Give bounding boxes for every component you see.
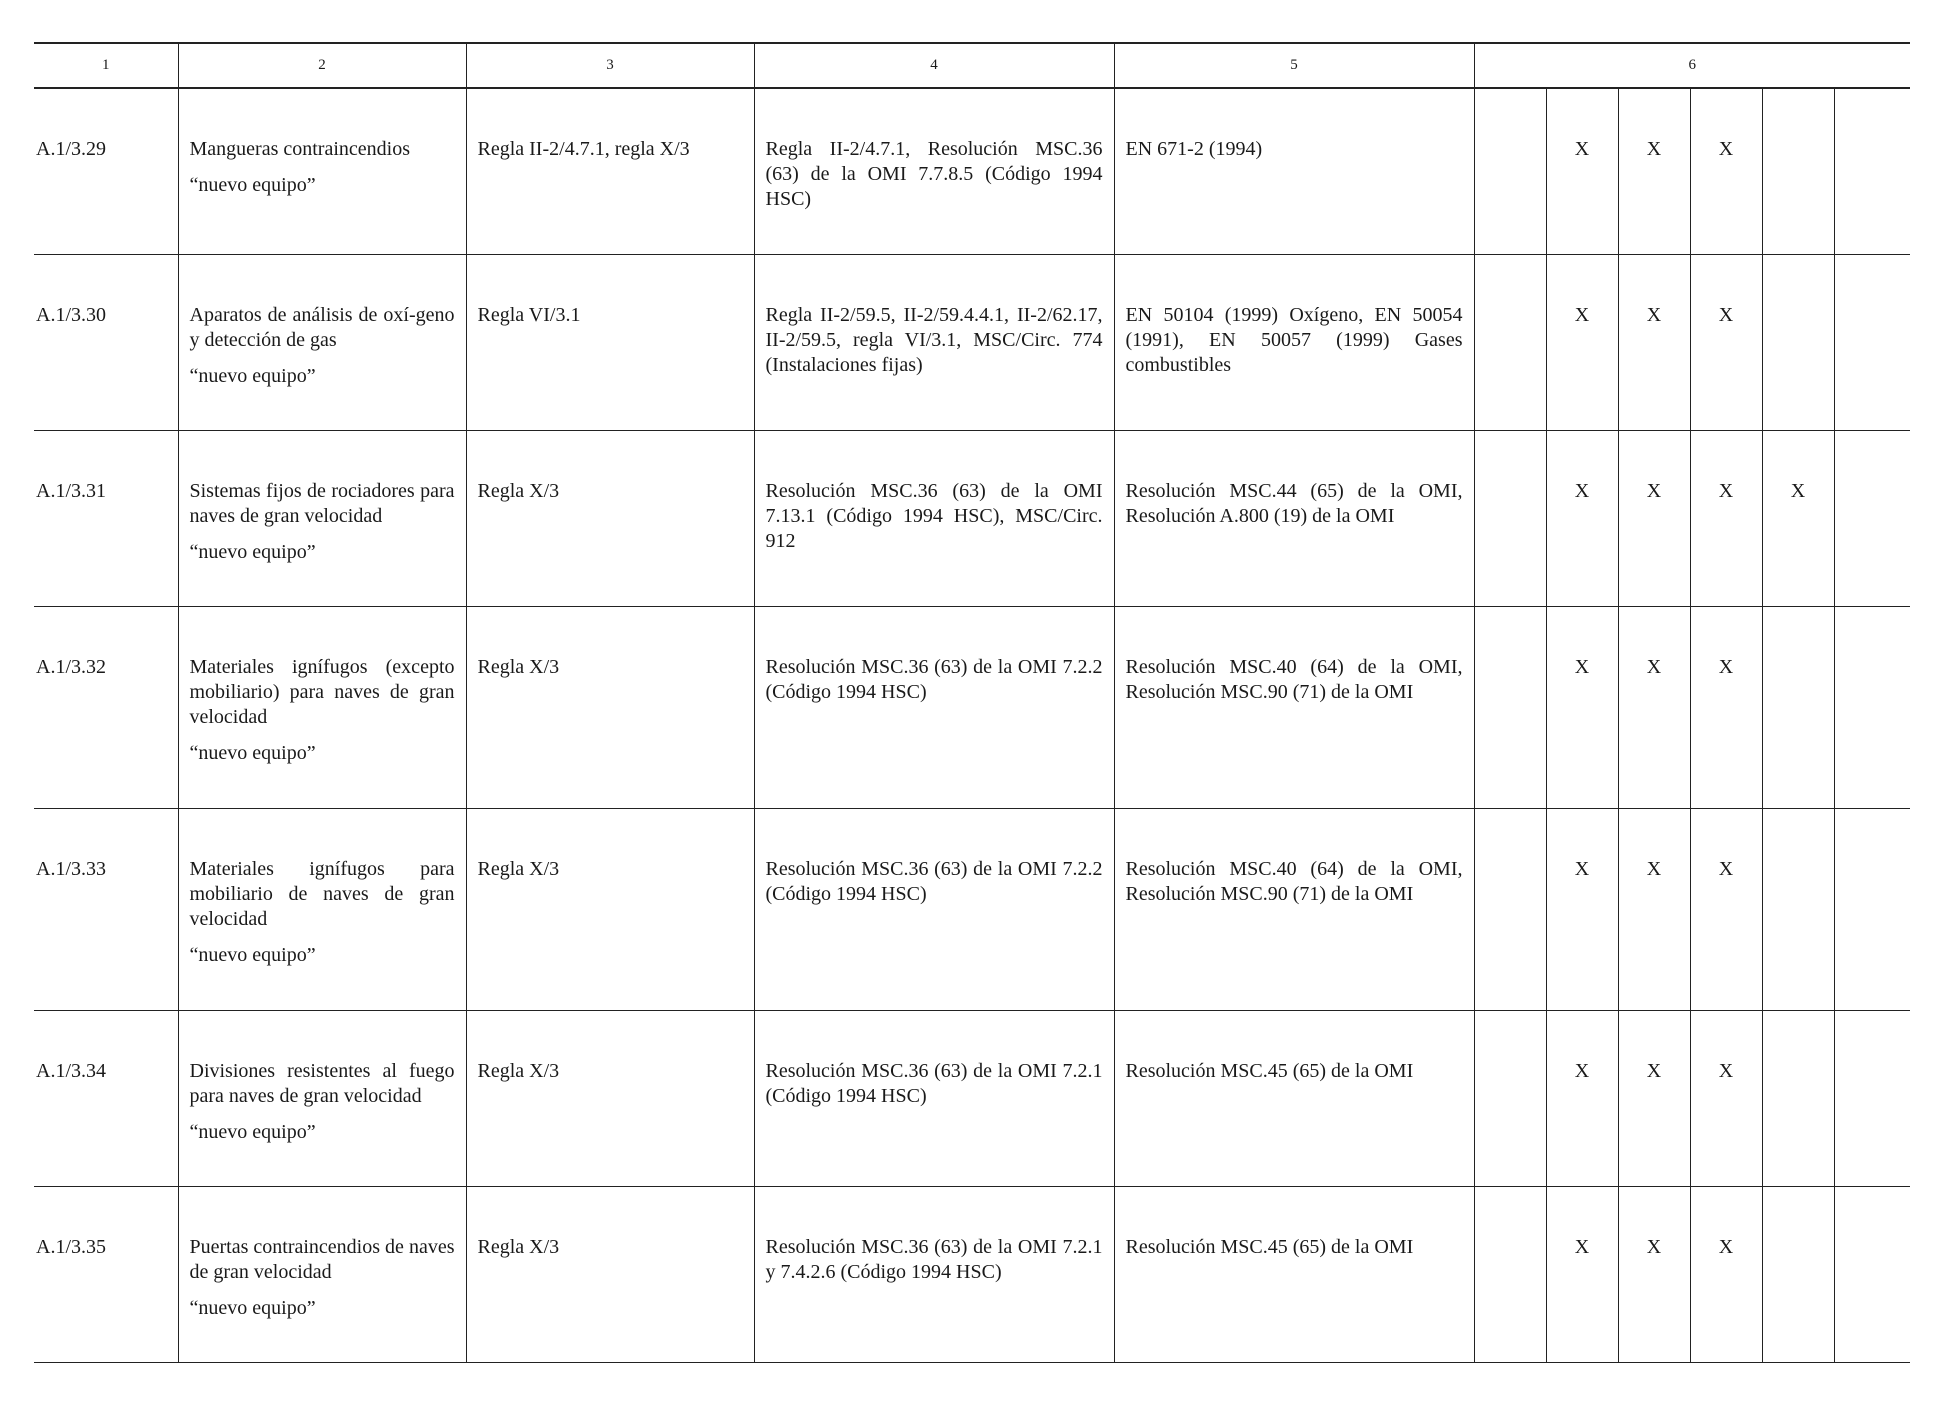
cell-regulation: Regla II-2/4.7.1, regla X/3 — [466, 88, 754, 254]
cell-code: A.1/3.34 — [34, 1010, 178, 1186]
cell-module-mark — [1762, 808, 1834, 1010]
cell-code: A.1/3.35 — [34, 1186, 178, 1362]
equipment-note: “nuevo equipo” — [189, 1120, 316, 1143]
column-header-6: 6 — [1474, 43, 1910, 88]
cell-module-mark — [1834, 254, 1910, 430]
equipment-name: Sistemas fijos de rociadores para naves de gran velocidad — [189, 479, 455, 527]
cell-module-mark — [1474, 254, 1546, 430]
equipment-note: “nuevo equipo” — [189, 364, 316, 387]
equipment-name: Mangueras contraincendios — [189, 138, 410, 160]
cell-requirements: Resolución MSC.36 (63) de la OMI 7.13.1 (Código 1994 HSC), MSC/Circ. 912 — [754, 430, 1114, 606]
equipment-name: Aparatos de análisis de oxí-geno y detección de gas — [189, 303, 455, 351]
table-row — [34, 808, 1910, 1010]
table-row — [34, 254, 1910, 430]
cell-standards: Resolución MSC.44 (65) de la OMI, Resolución A.800 (19) de la OMI — [1114, 430, 1474, 606]
cell-module-mark — [1474, 430, 1546, 606]
cell-requirements: Regla II-2/4.7.1, Resolución MSC.36 (63) de la OMI 7.7.8.5 (Código 1994 HSC) — [754, 88, 1114, 254]
cell-module-mark: X — [1618, 808, 1690, 1010]
cell-module-mark: X — [1690, 1010, 1762, 1186]
cell-module-mark — [1834, 606, 1910, 808]
table-row — [34, 1010, 1910, 1186]
cell-standards: Resolución MSC.40 (64) de la OMI, Resolución MSC.90 (71) de la OMI — [1114, 606, 1474, 808]
cell-equipment — [178, 606, 466, 808]
cell-module-mark: X — [1690, 430, 1762, 606]
cell-equipment — [178, 88, 466, 254]
cell-module-mark: X — [1762, 430, 1834, 606]
cell-regulation: Regla X/3 — [466, 1186, 754, 1362]
equipment-note: “nuevo equipo” — [189, 943, 316, 966]
column-header-3: 3 — [466, 43, 754, 88]
cell-module-mark — [1834, 1186, 1910, 1362]
cell-module-mark — [1834, 1010, 1910, 1186]
cell-module-mark: X — [1546, 430, 1618, 606]
cell-module-mark — [1762, 606, 1834, 808]
column-header-1: 1 — [34, 43, 178, 88]
table-body — [34, 88, 1910, 1362]
equipment-note: “nuevo equipo” — [189, 540, 316, 563]
cell-module-mark: X — [1546, 88, 1618, 254]
cell-module-mark: X — [1546, 606, 1618, 808]
cell-module-mark — [1474, 88, 1546, 254]
table-row — [34, 1186, 1910, 1362]
cell-module-mark: X — [1546, 1010, 1618, 1186]
cell-standards: EN 50104 (1999) Oxígeno, EN 50054 (1991), EN 50057 (1999) Gases combustibles — [1114, 254, 1474, 430]
cell-requirements: Resolución MSC.36 (63) de la OMI 7.2.1 y 7.4.2.6 (Código 1994 HSC) — [754, 1186, 1114, 1362]
cell-module-mark: X — [1690, 1186, 1762, 1362]
cell-module-mark: X — [1618, 88, 1690, 254]
cell-module-mark — [1474, 1186, 1546, 1362]
cell-regulation: Regla X/3 — [466, 606, 754, 808]
cell-module-mark — [1474, 606, 1546, 808]
cell-module-mark: X — [1690, 254, 1762, 430]
cell-standards: EN 671-2 (1994) — [1114, 88, 1474, 254]
cell-module-mark: X — [1690, 808, 1762, 1010]
cell-module-mark: X — [1618, 1186, 1690, 1362]
cell-regulation: Regla X/3 — [466, 808, 754, 1010]
cell-module-mark — [1762, 1186, 1834, 1362]
equipment-note: “nuevo equipo” — [189, 174, 316, 196]
equipment-note: “nuevo equipo” — [189, 741, 316, 764]
cell-equipment — [178, 808, 466, 1010]
equipment-name: Materiales ignífugos (excepto mobiliario) para naves de gran velocidad — [189, 655, 455, 728]
table-row — [34, 430, 1910, 606]
cell-standards: Resolución MSC.45 (65) de la OMI — [1114, 1186, 1474, 1362]
cell-module-mark: X — [1690, 606, 1762, 808]
cell-module-mark: X — [1618, 1010, 1690, 1186]
cell-module-mark — [1762, 254, 1834, 430]
equipment-name: Materiales ignífugos para mobiliario de naves de gran velocidad — [189, 857, 455, 930]
cell-module-mark — [1762, 88, 1834, 254]
cell-module-mark — [1834, 808, 1910, 1010]
cell-code: A.1/3.31 — [34, 430, 178, 606]
cell-code: A.1/3.33 — [34, 808, 178, 1010]
cell-module-mark: X — [1546, 808, 1618, 1010]
cell-code: A.1/3.29 — [34, 88, 178, 254]
cell-code: A.1/3.30 — [34, 254, 178, 430]
column-header-2: 2 — [178, 43, 466, 88]
cell-equipment — [178, 254, 466, 430]
equipment-note: “nuevo equipo” — [189, 1296, 316, 1319]
column-header-4: 4 — [754, 43, 1114, 88]
cell-module-mark: X — [1546, 254, 1618, 430]
cell-requirements: Regla II-2/59.5, II-2/59.4.4.1, II-2/62.17, II-2/59.5, regla VI/3.1, MSC/Circ. 774 (Instalaciones fijas) — [754, 254, 1114, 430]
cell-module-mark — [1474, 1010, 1546, 1186]
header-row — [34, 43, 1910, 88]
table-row — [34, 606, 1910, 808]
cell-equipment — [178, 1010, 466, 1186]
cell-module-mark: X — [1618, 606, 1690, 808]
cell-module-mark: X — [1618, 254, 1690, 430]
column-header-5: 5 — [1114, 43, 1474, 88]
cell-module-mark — [1834, 88, 1910, 254]
cell-code: A.1/3.32 — [34, 606, 178, 808]
cell-requirements: Resolución MSC.36 (63) de la OMI 7.2.1 (Código 1994 HSC) — [754, 1010, 1114, 1186]
equipment-name: Puertas contraincendios de naves de gran velocidad — [189, 1235, 455, 1283]
equipment-table — [34, 42, 1910, 1363]
cell-equipment — [178, 430, 466, 606]
cell-equipment — [178, 1186, 466, 1362]
cell-standards: Resolución MSC.45 (65) de la OMI — [1114, 1010, 1474, 1186]
cell-standards: Resolución MSC.40 (64) de la OMI, Resolución MSC.90 (71) de la OMI — [1114, 808, 1474, 1010]
cell-regulation: Regla X/3 — [466, 430, 754, 606]
cell-module-mark — [1762, 1010, 1834, 1186]
cell-module-mark — [1834, 430, 1910, 606]
cell-requirements: Resolución MSC.36 (63) de la OMI 7.2.2 (Código 1994 HSC) — [754, 808, 1114, 1010]
equipment-name: Divisiones resistentes al fuego para naves de gran velocidad — [189, 1059, 455, 1107]
cell-module-mark — [1474, 808, 1546, 1010]
cell-regulation: Regla VI/3.1 — [466, 254, 754, 430]
cell-regulation: Regla X/3 — [466, 1010, 754, 1186]
cell-requirements: Resolución MSC.36 (63) de la OMI 7.2.2 (Código 1994 HSC) — [754, 606, 1114, 808]
cell-module-mark: X — [1690, 88, 1762, 254]
cell-module-mark: X — [1546, 1186, 1618, 1362]
cell-module-mark: X — [1618, 430, 1690, 606]
table-row — [34, 88, 1910, 254]
